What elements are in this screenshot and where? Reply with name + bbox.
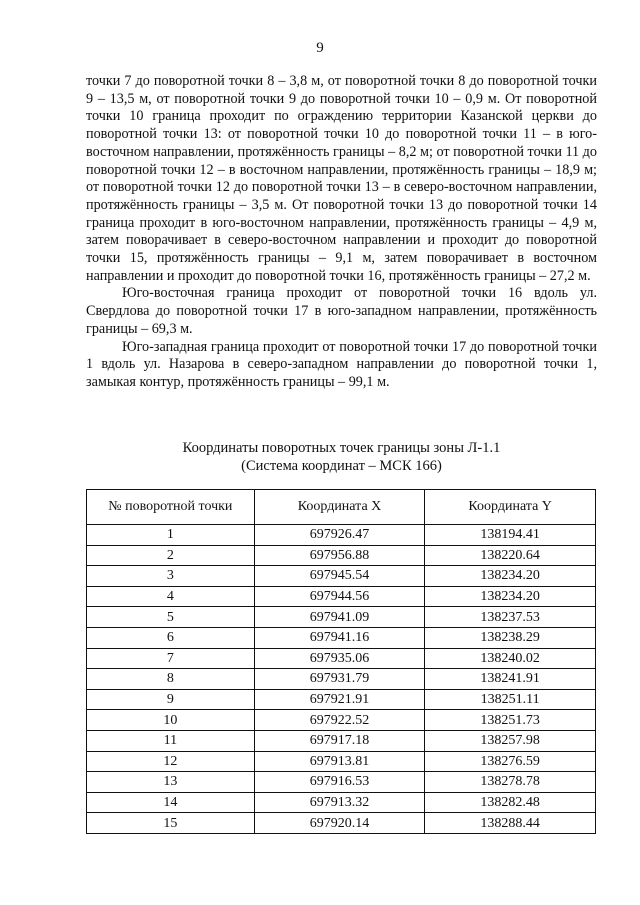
cell-coordinate-x: 697945.54: [254, 566, 425, 587]
cell-coordinate-y: 138240.02: [425, 648, 596, 669]
cell-point-number: 4: [87, 586, 255, 607]
cell-point-number: 3: [87, 566, 255, 587]
cell-coordinate-y: 138251.11: [425, 689, 596, 710]
table-row: [87, 710, 596, 731]
cell-coordinate-y: 138194.41: [425, 525, 596, 546]
cell-coordinate-x: 697941.09: [254, 607, 425, 628]
cell-point-number: 10: [87, 710, 255, 731]
cell-coordinate-y: 138220.64: [425, 545, 596, 566]
paragraph-boundary-points: точки 7 до поворотной точки 8 – 3,8 м, от поворотной точки 8 до поворотной точки 9 – 13,5 м, от поворотной точки 9 до поворотной точки 10 – 0,9 м. От поворотной точки 10 граница проходит по ограждению территории Казанской церкви до поворотной точки 13: от поворотной точки 10 до поворотной точки 11 – в юго-восточном направлении, протяжённость границы – 8,2 м; от поворотной точки 11 до поворотной точки 12 – в восточном направлении, протяжённость границы – 18,9 м; от поворотной точки 12 до поворотной точки 13 – в северо-восточном направлении, протяжённость границы – 3,5 м. От поворотной точки 13 до поворотной точки 14 граница проходит в юго-восточном направлении, протяжённость границы – 4,9 м, затем поворачивает в северо-восточном направлении и проходит до поворотной точки 15, протяжённость границы – 9,1 м, затем поворачивает в восточном направлении и проходит до поворотной точки 16, протяжённость границы – 27,2 м.: [86, 73, 597, 284]
cell-coordinate-x: 697931.79: [254, 669, 425, 690]
table-row: [87, 607, 596, 628]
cell-coordinate-y: 138278.78: [425, 772, 596, 793]
cell-coordinate-y: 138251.73: [425, 710, 596, 731]
table-row: [87, 545, 596, 566]
table-row: [87, 772, 596, 793]
table-row: [87, 730, 596, 751]
cell-coordinate-x: 697935.06: [254, 648, 425, 669]
header-point-number: № поворотной точки: [87, 490, 255, 525]
cell-coordinate-y: 138237.53: [425, 607, 596, 628]
header-coordinate-x: Координата X: [254, 490, 425, 525]
cell-point-number: 8: [87, 669, 255, 690]
body-text: [86, 73, 597, 392]
table-row: [87, 525, 596, 546]
cell-point-number: 13: [87, 772, 255, 793]
table-row: [87, 566, 596, 587]
cell-coordinate-x: 697913.81: [254, 751, 425, 772]
table-row: [87, 627, 596, 648]
page-number: 9: [316, 40, 324, 56]
table-row: [87, 792, 596, 813]
coordinates-table-body: [87, 525, 596, 834]
cell-coordinate-y: 138276.59: [425, 751, 596, 772]
cell-point-number: 1: [87, 525, 255, 546]
table-caption-title: Координаты поворотных точек границы зоны Л-1.1: [182, 440, 501, 456]
cell-coordinate-y: 138282.48: [425, 792, 596, 813]
cell-coordinate-x: 697944.56: [254, 586, 425, 607]
cell-point-number: 6: [87, 627, 255, 648]
cell-coordinate-y: 138234.20: [425, 586, 596, 607]
cell-coordinate-y: 138241.91: [425, 669, 596, 690]
cell-point-number: 7: [87, 648, 255, 669]
table-row: [87, 648, 596, 669]
cell-coordinate-x: 697941.16: [254, 627, 425, 648]
cell-point-number: 12: [87, 751, 255, 772]
cell-coordinate-y: 138234.20: [425, 566, 596, 587]
coordinates-table: [86, 489, 596, 834]
table-row: [87, 669, 596, 690]
table-header-row: [87, 490, 596, 525]
cell-coordinate-x: 697921.91: [254, 689, 425, 710]
paragraph-southeast-boundary: Юго-восточная граница проходит от поворотной точки 16 вдоль ул. Свердлова до поворотной точки 17 в юго-западном направлении, протяжённость границы – 69,3 м.: [86, 285, 597, 337]
cell-coordinate-y: 138257.98: [425, 730, 596, 751]
header-coordinate-y: Координата Y: [425, 490, 596, 525]
cell-point-number: 2: [87, 545, 255, 566]
cell-coordinate-y: 138288.44: [425, 813, 596, 834]
cell-coordinate-x: 697956.88: [254, 545, 425, 566]
cell-point-number: 14: [87, 792, 255, 813]
table-caption: [86, 440, 597, 475]
table-row: [87, 813, 596, 834]
cell-coordinate-x: 697922.52: [254, 710, 425, 731]
cell-coordinate-y: 138238.29: [425, 627, 596, 648]
cell-point-number: 11: [87, 730, 255, 751]
cell-point-number: 5: [87, 607, 255, 628]
table-row: [87, 586, 596, 607]
cell-coordinate-x: 697913.32: [254, 792, 425, 813]
cell-coordinate-x: 697916.53: [254, 772, 425, 793]
table-row: [87, 751, 596, 772]
table-caption-coordinate-system: (Система координат – МСК 166): [241, 457, 442, 474]
cell-coordinate-x: 697920.14: [254, 813, 425, 834]
paragraph-southwest-boundary: Юго-западная граница проходит от поворотной точки 17 до поворотной точки 1 вдоль ул. Назарова в северо-западном направлении до поворотной точки 1, замыкая контур, протяжённость границы – 99,1 м.: [86, 338, 597, 390]
cell-coordinate-x: 697926.47: [254, 525, 425, 546]
cell-point-number: 9: [87, 689, 255, 710]
cell-point-number: 15: [87, 813, 255, 834]
table-row: [87, 689, 596, 710]
cell-coordinate-x: 697917.18: [254, 730, 425, 751]
